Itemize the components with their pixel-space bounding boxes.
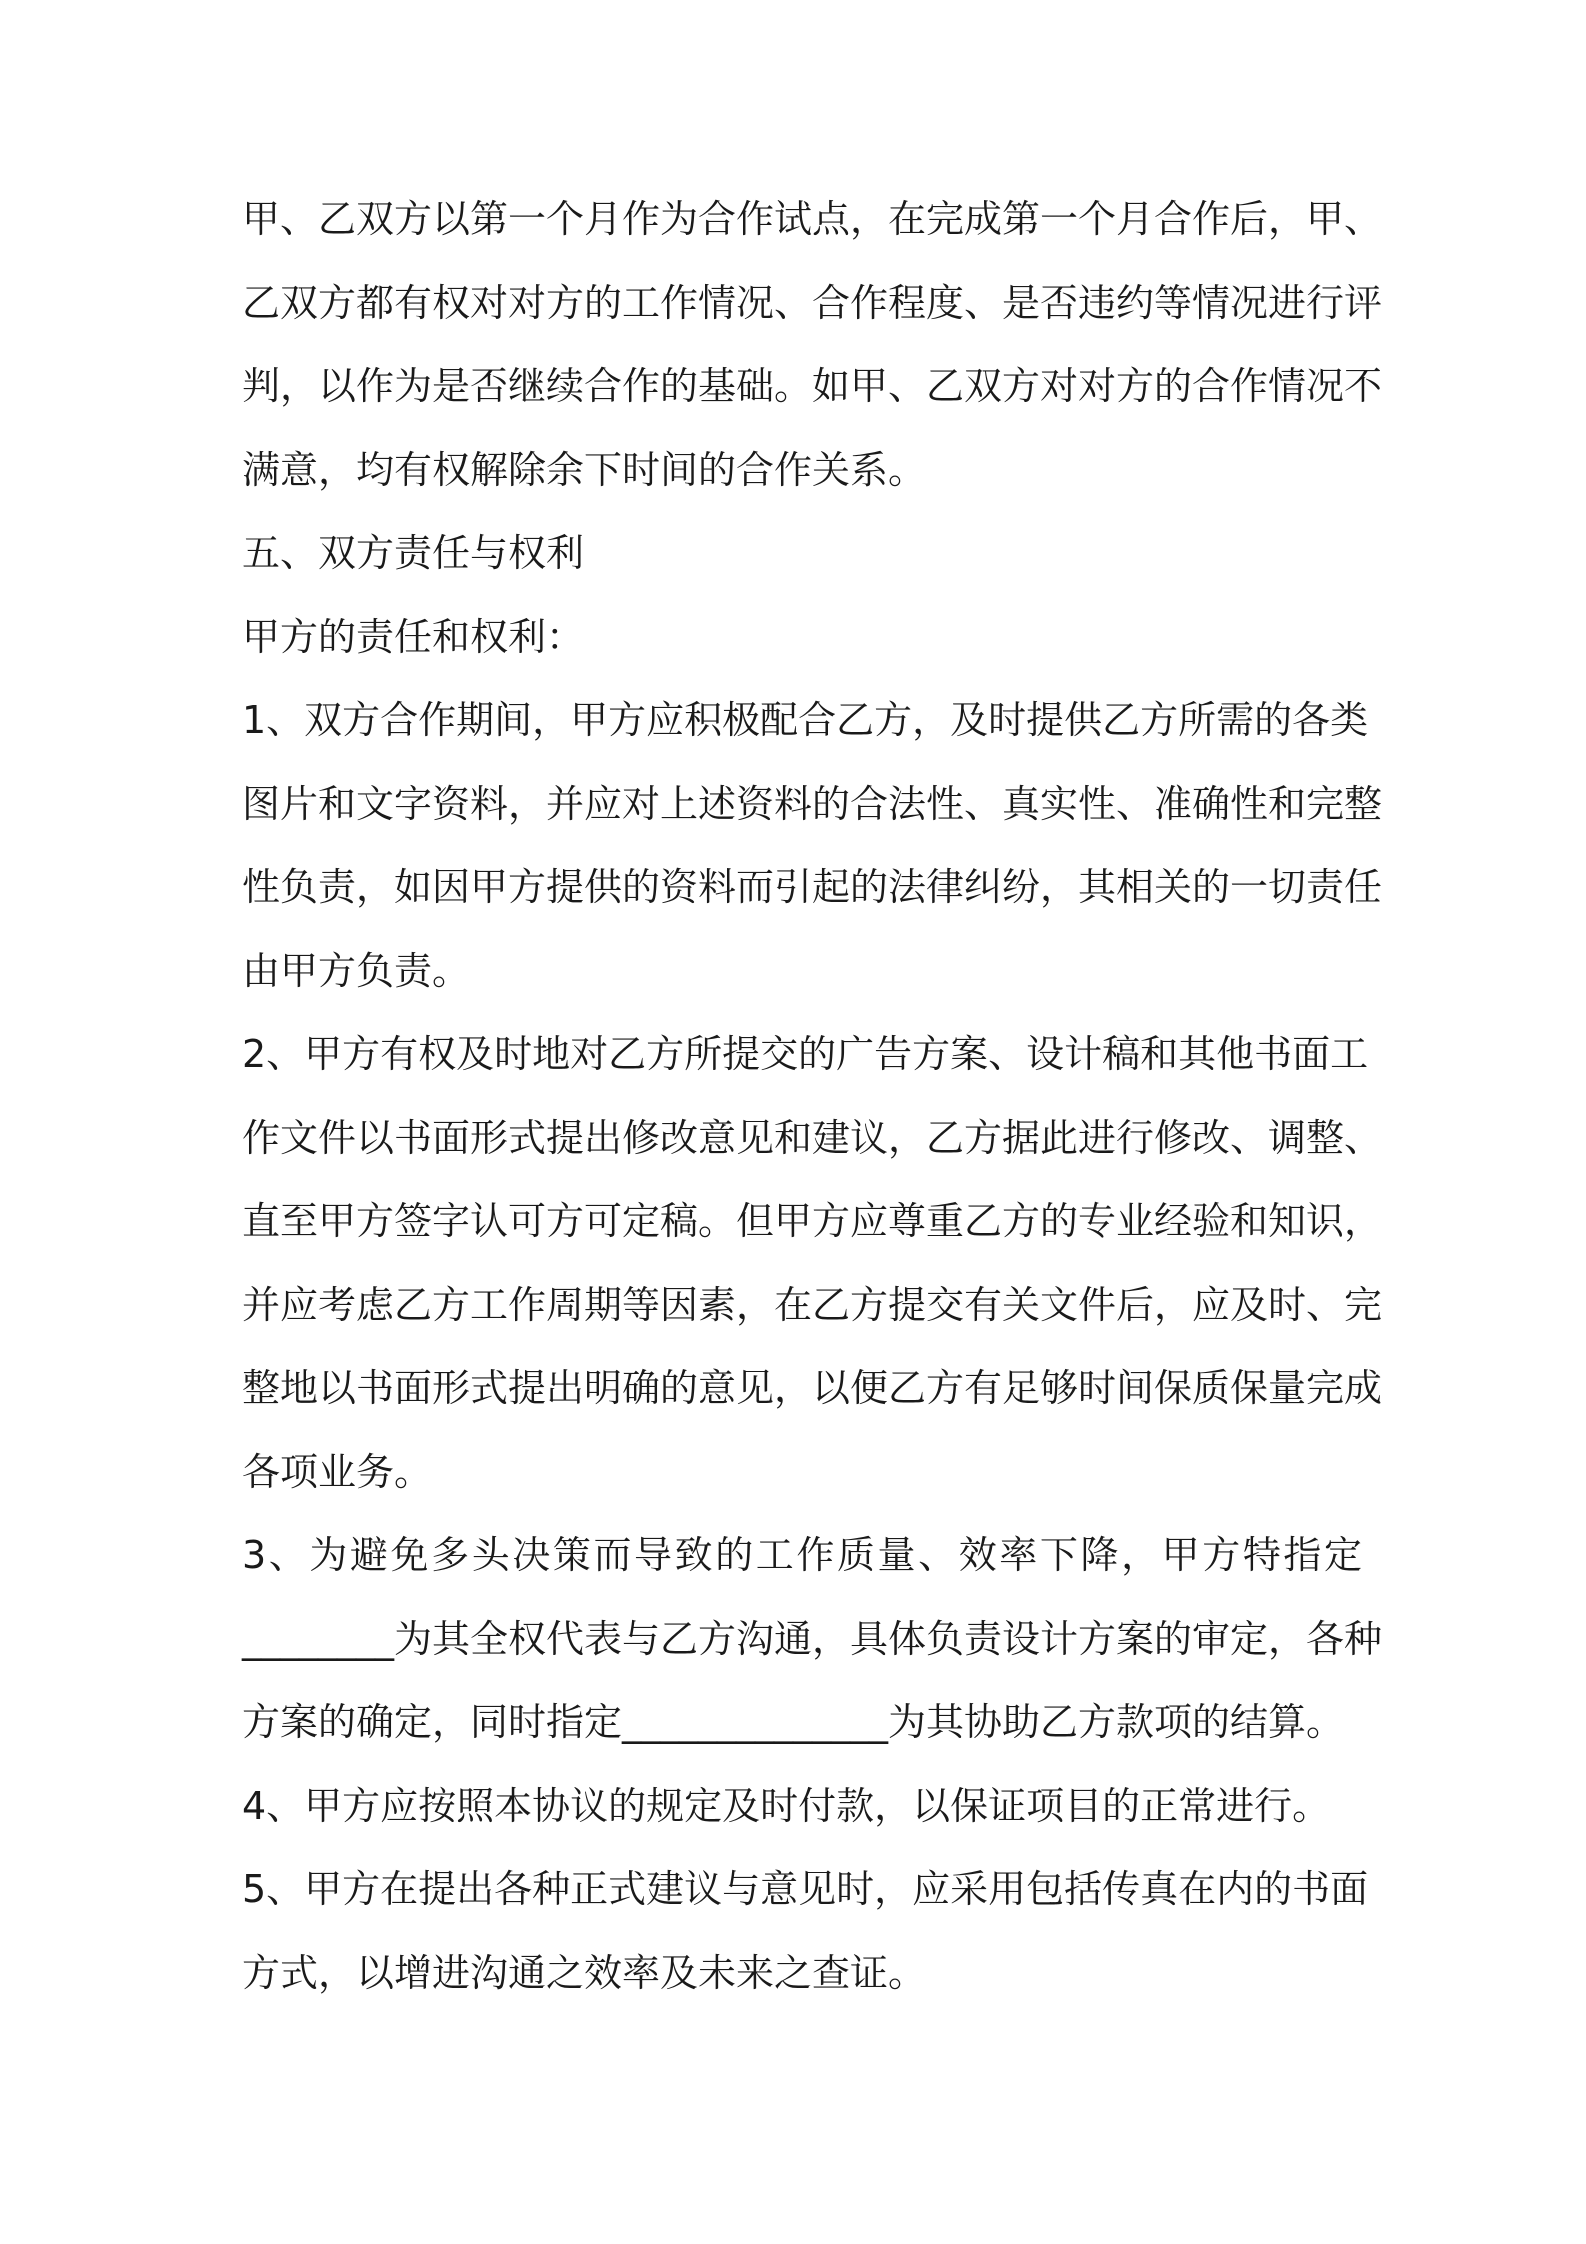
text-line: 1、双方合作期间，甲方应积极配合乙方，及时提供乙方所需的各类 [242, 698, 1369, 742]
text-line: 2、甲方有权及时地对乙方所提交的广告方案、设计稿和其他书面工 [242, 1032, 1369, 1076]
text-line: 满意，均有权解除余下时间的合作关系。 [242, 447, 927, 492]
text-line: 作文件以书面形式提出修改意见和建议，乙方据此进行修改、调整、 [242, 1115, 1383, 1160]
text-line: 由甲方负责。 [242, 948, 471, 993]
text-line: 整地以书面形式提出明确的意见，以便乙方有足够时间保质保量完成 [242, 1366, 1383, 1410]
text-line: 各项业务。 [242, 1449, 433, 1494]
text-line: ________为其全权代表与乙方沟通，具体负责设计方案的审定，各种 [242, 1616, 1383, 1661]
text-line: 乙双方都有权对对方的工作情况、合作程度、是否违约等情况进行评 [242, 280, 1383, 325]
document-body [242, 178, 1383, 2015]
text-line: 性负责，如因甲方提供的资料而引起的法律纠纷，其相关的一切责任 [242, 865, 1383, 909]
text-line: 并应考虑乙方工作周期等因素，在乙方提交有关文件后，应及时、完 [242, 1282, 1383, 1327]
text-line: 直至甲方签字认可方可定稿。但甲方应尊重乙方的专业经验和知识， [242, 1199, 1383, 1243]
text-line: 判，以作为是否继续合作的基础。如甲、乙双方对对方的合作情况不 [242, 364, 1383, 408]
text-line: 方案的确定，同时指定______________为其协助乙方款项的结算。 [242, 1700, 1345, 1744]
subsection-heading: 甲方的责任和权利： [242, 614, 585, 659]
text-line: 4、甲方应按照本协议的规定及时付款，以保证项目的正常进行。 [242, 1783, 1331, 1828]
text-line: 5、甲方在提出各种正式建议与意见时，应采用包括传真在内的书面 [242, 1867, 1369, 1911]
text-line: 方式，以增进沟通之效率及未来之查证。 [242, 1950, 927, 1995]
text-line: 甲、乙双方以第一个月作为合作试点，在完成第一个月合作后，甲、 [242, 197, 1383, 241]
section-heading: 五、双方责任与权利 [242, 531, 585, 575]
text-line: 图片和文字资料，并应对上述资料的合法性、真实性、准确性和完整 [242, 781, 1383, 826]
text-line: 3、为避免多头决策而导致的工作质量、效率下降，甲方特指定 [242, 1533, 1362, 1577]
